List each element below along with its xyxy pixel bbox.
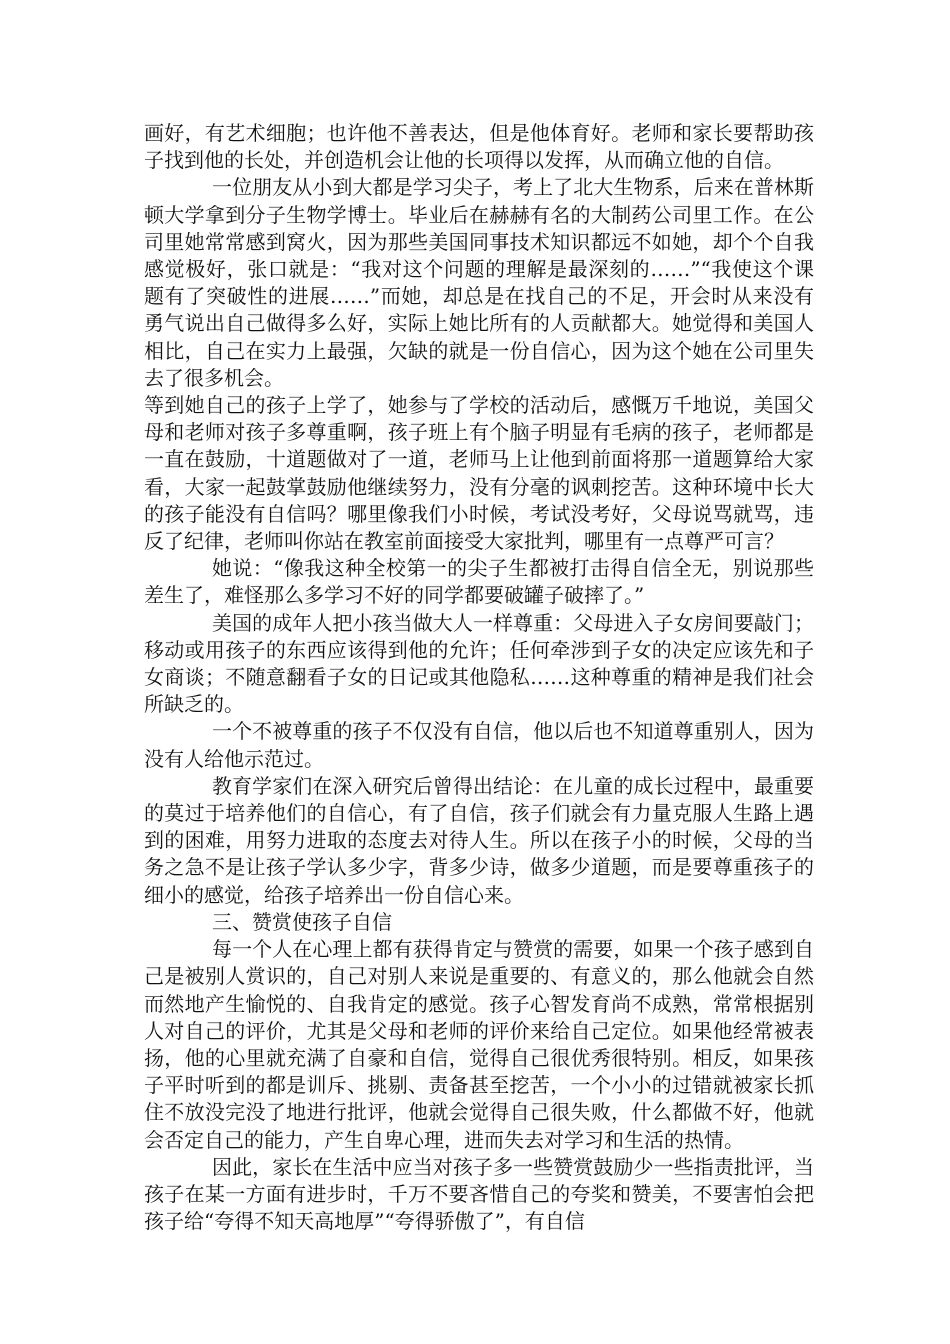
paragraph-therefore: 因此，家长在生活中应当对孩子多一些赞赏鼓励少一些指责批评，当孩子在某一方面有进步时，千万不要吝惜自己的夸奖和赞美，不要害怕会把孩子给“夸得不知天高地厚”“夸得骄傲了”，有自信 [144, 1154, 814, 1234]
paragraph-continued: 画好，有艺术细胞；也许他不善表达，但是他体育好。老师和家长要帮助孩子找到他的长处，并创造机会让他的长项得以发挥，从而确立他的自信。 [144, 121, 814, 173]
paragraph-praise-need: 每一个人在心理上都有获得肯定与赞赏的需要，如果一个孩子感到自己是被别人赏识的，自己对别人来说是重要的、有意义的，那么他就会自然而然地产生愉悦的、自我肯定的感觉。孩子心智发育尚不成熟，常常根据别人对自己的评价，尤其是父母和老师的评价来给自己定位。如果他经常被表扬，他的心里就充满了自豪和自信，觉得自己很优秀很特别。相反，如果孩子平时听到的都是训斥、挑剔、责备甚至挖苦，一个小小的过错就被家长抓住不放没完没了地进行批评，他就会觉得自己很失败，什么都做不好，他就会否定自己的能力，产生自卑心理，进而失去对学习和生活的热情。 [144, 937, 814, 1152]
paragraph-american-school: 等到她自己的孩子上学了，她参与了学校的活动后，感慨万千地说，美国父母和老师对孩子多尊重啊，孩子班上有个脑子明显有毛病的孩子，老师都是一直在鼓励，十道题做对了一道，老师马上让他到前面将那一道题算给大家看，大家一起鼓掌鼓励他继续努力，没有分毫的讽刺挖苦。这种环境中长大的孩子能没有自信吗？哪里像我们小时候，考试没考好，父母说骂就骂，违反了纪律，老师叫你站在教室前面接受大家批判，哪里有一点尊严可言？ [144, 393, 814, 554]
paragraph-not-respected: 一个不被尊重的孩子不仅没有自信，他以后也不知道尊重别人，因为没有人给他示范过。 [144, 719, 814, 771]
section-heading: 三、赞赏使孩子自信 [212, 909, 392, 934]
document-body [144, 120, 814, 1235]
paragraph-friend-story: 一位朋友从小到大都是学习尖子，考上了北大生物系，后来在普林斯顿大学拿到分子生物学博士。毕业后在赫赫有名的大制药公司里工作。在公司里她常常感到窝火，因为那些美国同事技术知识都远不如她，却个个自我感觉极好，张口就是：“我对这个问题的理解是最深刻的……”“我使这个课题有了突破性的进展……”而她，却总是在找自己的不足，开会时从来没有勇气说出自己做得多么好，实际上她比所有的人贡献都大。她觉得和美国人相比，自己在实力上最强，欠缺的就是一份自信心，因为这个她在公司里失去了很多机会。 [144, 175, 814, 390]
paragraph-quote: 她说：“像我这种全校第一的尖子生都被打击得自信全无，别说那些差生了，难怪那么多学习不好的同学都要破罐子破摔了。” [144, 556, 814, 608]
paragraph-respect: 美国的成年人把小孩当做大人一样尊重：父母进入子女房间要敲门；移动或用孩子的东西应该得到他的允许；任何牵涉到子女的决定应该先和子女商谈；不随意翻看子女的日记或其他隐私……这种尊重的精神是我们社会所缺乏的。 [144, 610, 814, 717]
paragraph-educators: 教育学家们在深入研究后曾得出结论：在儿童的成长过程中，最重要的莫过于培养他们的自信心，有了自信，孩子们就会有力量克服人生路上遇到的困难，用努力进取的态度去对待人生。所以在孩子小的时候，父母的当务之急不是让孩子学认多少字，背多少诗，做多少道题，而是要尊重孩子的细小的感觉，给孩子培养出一份自信心来。 [144, 773, 814, 907]
